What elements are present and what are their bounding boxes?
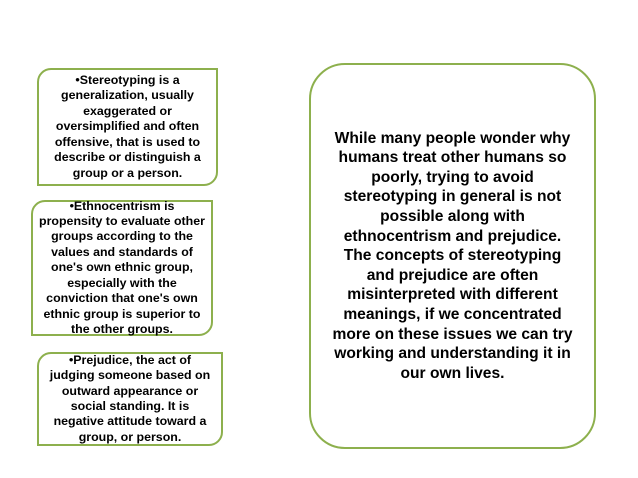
prejudice-definition-box (37, 352, 223, 446)
stereotyping-definition-box (37, 68, 218, 186)
stereotyping-definition-text: •Stereotyping is a generalization, usually exaggerated or oversimplified and often offensive, that is used to describe or distinguish a group or a person. (54, 73, 201, 180)
summary-text: While many people wonder why humans treat other humans so poorly, trying to avoid stereotyping in general is not possible along with ethnocentrism and prejudice. The concepts of stereotyping and prejudice are often misinterpreted with different meanings, if we concentrated more on these issues we can try working and understanding it in our own lives. (332, 129, 573, 382)
ethnocentrism-definition-text: •Ethnocentrism is propensity to evaluate other groups according to the values and standards of one's own ethnic group, especially with the conviction that one's own ethnic group is superior to the other groups. (39, 198, 205, 336)
summary-box (309, 63, 596, 449)
ethnocentrism-definition-box (31, 200, 213, 336)
prejudice-definition-text: •Prejudice, the act of judging someone based on outward appearance or social standing. It is negative attitude toward a group, or person. (49, 352, 211, 444)
